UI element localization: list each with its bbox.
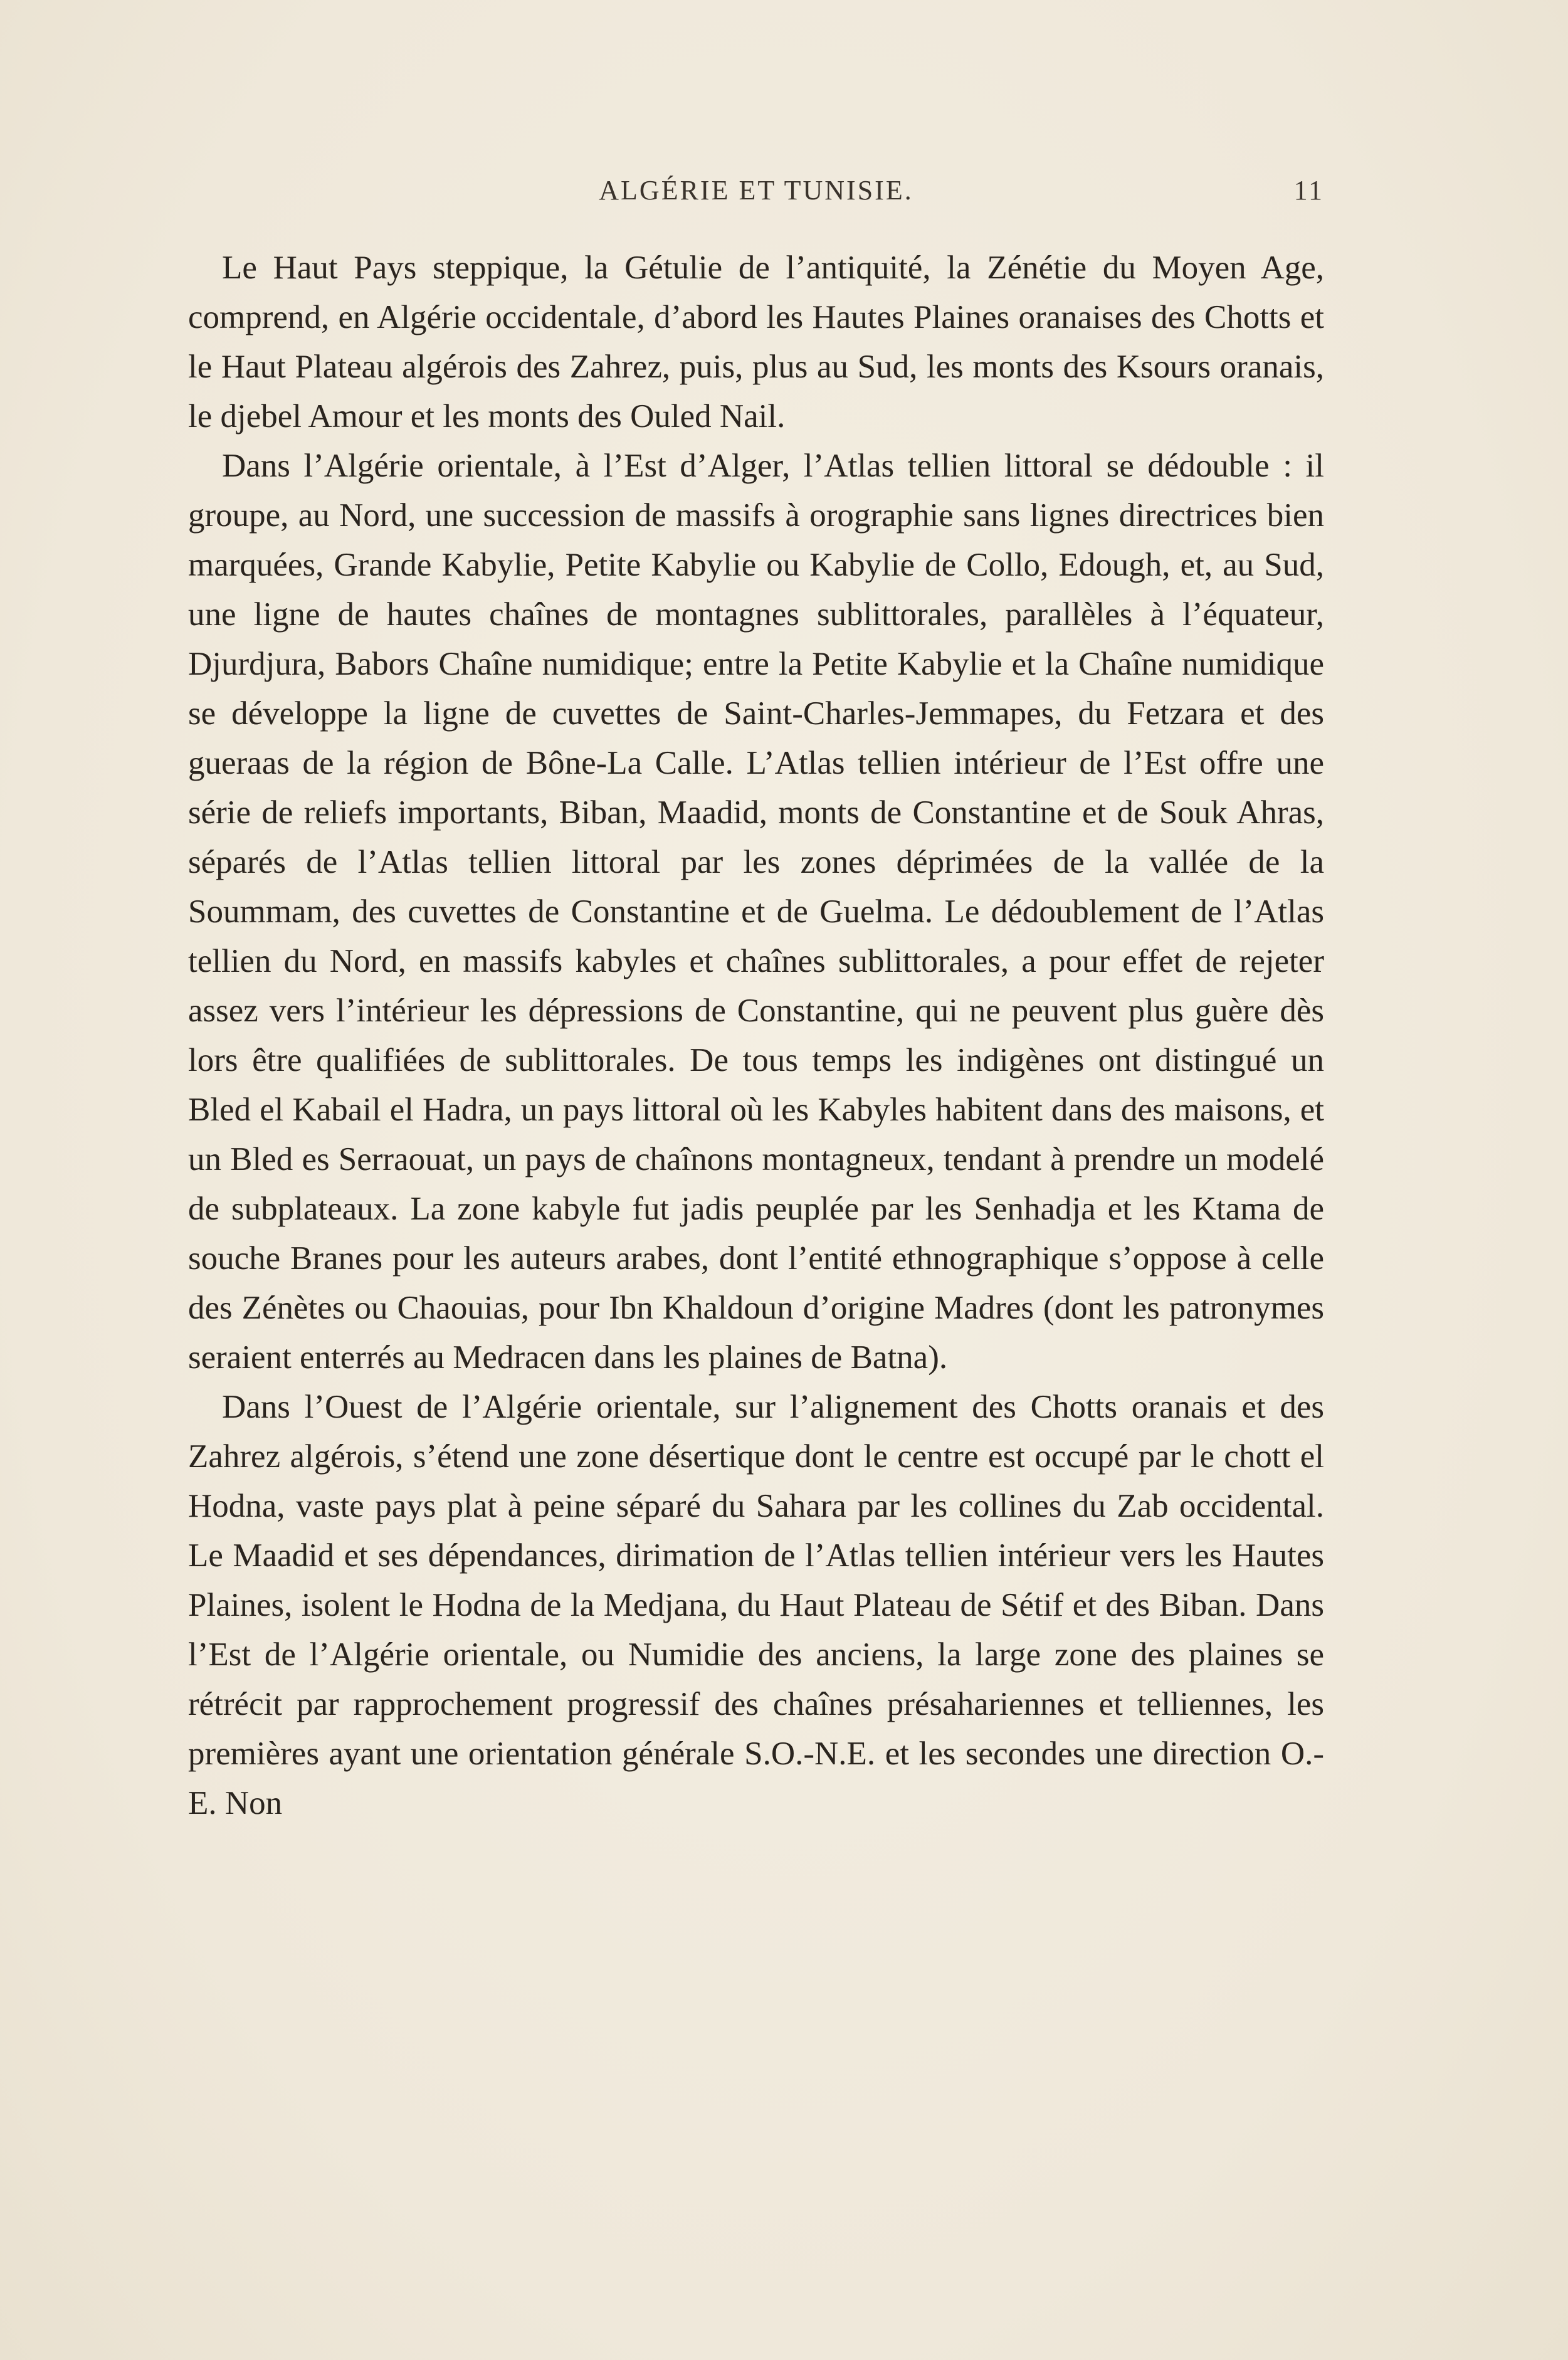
paragraph-algerie-orientale: Dans l’Algérie orientale, à l’Est d’Alger, l’Atlas tellien littoral se dédouble : il groupe, au Nord, une succession de massifs à orographie sans lignes directrices bien marquées, Grande Kabylie, Petite Kabylie ou Kabylie de Collo, Edough, et, au Sud, une ligne de hautes chaînes de montagnes sublittorales, parallèles à l’équateur, Djurdjura, Babors Chaîne numidique; entre la Petite Kabylie et la Chaîne numidique se développe la ligne de cuvettes de Saint-Charles-Jemmapes, du Fetzara et des gueraas de la région de Bône-La Calle. L’Atlas tellien intérieur de l’Est offre une série de reliefs importants, Biban, Maadid, monts de Constantine et de Souk Ahras, séparés de l’Atlas tellien littoral par les zones déprimées de la vallée de la Soummam, des cuvettes de Constantine et de Guelma. Le dédoublement de l’Atlas tellien du Nord, en massifs kabyles et chaînes sublittorales, a pour effet de rejeter assez vers l’intérieur les dépressions de Constantine, qui ne peuvent plus guère dès lors être qualifiées de sublittorales. De tous temps les indigènes ont distingué un Bled el Kabail el Hadra, un pays littoral où les Kabyles habitent dans des maisons, et un Bled es Serraouat, un pays de chaînons montagneux, tendant à prendre un modelé de subplateaux. La zone kabyle fut jadis peuplée par les Senhadja et les Ktama de souche Branes pour les auteurs arabes, dont l’entité ethnographique s’oppose à celle des Zénètes ou Chaouias, pour Ibn Khaldoun d’origine Madres (dont les patronymes seraient enterrés au Medracen dans les plaines de Batna). <box>188 448 1324 1376</box>
running-title: ALGÉRIE ET TUNISIE. <box>599 175 913 206</box>
running-head <box>188 174 1324 218</box>
paragraph-haut-pays: Le Haut Pays steppique, la Gétulie de l’antiquité, la Zénétie du Moyen Age, comprend, en Algérie occidentale, d’abord les Hautes Plaines oranaises des Chotts et le Haut Plateau algérois des Zahrez, puis, plus au Sud, les monts des Ksours oranais, le djebel Amour et les monts des Ouled Nail. <box>188 250 1324 435</box>
page-number: 11 <box>1293 175 1324 206</box>
paragraph-ouest-algerie-orientale: Dans l’Ouest de l’Algérie orientale, sur l’alignement des Chotts oranais et des Zahrez algérois, s’étend une zone désertique dont le centre est occupé par le chott el Hodna, vaste pays plat à peine séparé du Sahara par les collines du Zab occidental. Le Maadid et ses dépendances, dirimation de l’Atlas tellien intérieur vers les Hautes Plaines, isolent le Hodna de la Medjana, du Haut Plateau de Sétif et des Biban. Dans l’Est de l’Algérie orientale, ou Numidie des anciens, la large zone des plaines se rétrécit par rapprochement progressif des chaînes présahariennes et telliennes, les premières ayant une orientation générale S.O.-N.E. et les secondes une direction O.-E. Non <box>188 1389 1324 1821</box>
body-text <box>188 243 1324 1828</box>
